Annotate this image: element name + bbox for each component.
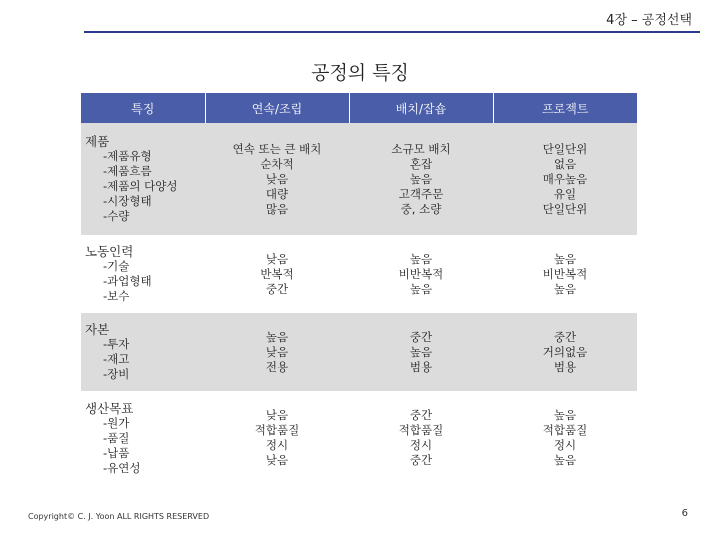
category-item: -제품의 다양성 [103, 179, 178, 193]
category-item: -제품흐름 [103, 164, 152, 178]
category-item: -제품유형 [103, 149, 152, 163]
category-cell [81, 391, 205, 485]
category-item: -보수 [103, 289, 130, 303]
cell-value: 낮음 [265, 453, 289, 467]
cell-value: 정시 [553, 438, 577, 452]
cell-value: 중간 [553, 329, 577, 344]
chapter-title: 4장 – 공정선택 [606, 13, 692, 28]
table-row [81, 123, 637, 235]
cell-value: 중간 [265, 281, 289, 296]
category-item: -납품 [103, 445, 130, 460]
cell-value: 높음 [409, 171, 433, 186]
cell-value: 높음 [409, 281, 433, 296]
cell-value: 적합품질 [542, 423, 588, 437]
category-label: 자본 [85, 322, 110, 337]
project-cell [493, 123, 637, 235]
table-header-row [81, 93, 637, 123]
table-row [81, 391, 637, 485]
cell-value: 중, 소량 [400, 201, 442, 216]
table-row [81, 235, 637, 313]
cell-value: 범용 [553, 359, 577, 374]
batch-cell [349, 391, 493, 485]
cell-value: 비반복적 [542, 266, 588, 281]
cell-value: 단일단위 [542, 141, 588, 156]
cell-value: 높음 [553, 408, 577, 422]
category-cell [81, 313, 205, 391]
copyright-text: Copyright© C. J. Yoon ALL RIGHTS RESERVED [28, 512, 210, 521]
continuous-cell [205, 235, 349, 313]
cell-value: 낮음 [265, 251, 289, 266]
cell-value: 적합품질 [398, 423, 444, 437]
cell-value: 정시 [265, 438, 289, 452]
cell-value: 순차적 [260, 156, 294, 171]
column-header: 연속/조립 [205, 93, 349, 123]
cell-value: 높음 [553, 281, 577, 296]
cell-value: 높음 [553, 251, 577, 266]
cell-value: 적합품질 [254, 423, 300, 437]
continuous-cell [205, 123, 349, 235]
cell-value: 정시 [409, 438, 433, 452]
project-cell [493, 235, 637, 313]
table-row [81, 313, 637, 391]
cell-value: 높음 [265, 329, 289, 344]
cell-value: 연속 또는 큰 배치 [232, 141, 322, 156]
slide-title: 공정의 특징 [311, 62, 409, 84]
category-cell [81, 235, 205, 313]
batch-cell [349, 123, 493, 235]
project-cell [493, 391, 637, 485]
cell-value: 높음 [553, 453, 577, 467]
category-item: -장비 [103, 367, 130, 381]
cell-value: 소규모 배치 [391, 141, 451, 156]
category-item: -시장형태 [103, 194, 152, 208]
category-item: -과업형태 [103, 274, 152, 288]
header-rule [84, 31, 700, 33]
cell-value: 혼잡 [409, 156, 433, 171]
cell-value: 비반복적 [398, 266, 444, 281]
category-label: 제품 [85, 134, 110, 149]
cell-value: 범용 [409, 359, 433, 374]
cell-value: 중간 [409, 329, 433, 344]
cell-value: 고객주문 [398, 186, 444, 201]
cell-value: 대량 [265, 186, 289, 201]
cell-value: 중간 [409, 453, 433, 467]
cell-value: 매우높음 [542, 171, 588, 186]
category-item: -투자 [103, 337, 130, 351]
cell-value: 거의없음 [542, 344, 588, 359]
cell-value: 중간 [409, 408, 433, 422]
cell-value: 많음 [265, 201, 289, 216]
continuous-cell [205, 391, 349, 485]
cell-value: 낮음 [265, 408, 289, 422]
cell-value: 유일 [553, 186, 577, 201]
cell-value: 없음 [553, 156, 577, 171]
cell-value: 낮음 [265, 171, 289, 186]
page-number: 6 [681, 508, 688, 519]
batch-cell [349, 235, 493, 313]
batch-cell [349, 313, 493, 391]
cell-value: 단일단위 [542, 201, 588, 216]
cell-value: 높음 [409, 251, 433, 266]
category-item: -기술 [103, 259, 130, 273]
column-header: 프로젝트 [493, 93, 637, 123]
category-item: -유연성 [103, 460, 141, 475]
characteristics-table [81, 93, 637, 485]
category-cell [81, 123, 205, 235]
cell-value: 반복적 [260, 266, 294, 281]
category-label: 노동인력 [85, 244, 134, 259]
project-cell [493, 313, 637, 391]
cell-value: 낮음 [265, 344, 289, 359]
category-item: -수량 [103, 209, 130, 223]
column-header: 특징 [81, 93, 205, 123]
category-item: -품질 [103, 430, 130, 445]
continuous-cell [205, 313, 349, 391]
cell-value: 전용 [265, 359, 289, 374]
cell-value: 높음 [409, 344, 433, 359]
category-item: -원가 [103, 415, 130, 430]
category-label: 생산목표 [85, 400, 134, 416]
column-header: 배치/잡숍 [349, 93, 493, 123]
category-item: -재고 [103, 352, 130, 366]
